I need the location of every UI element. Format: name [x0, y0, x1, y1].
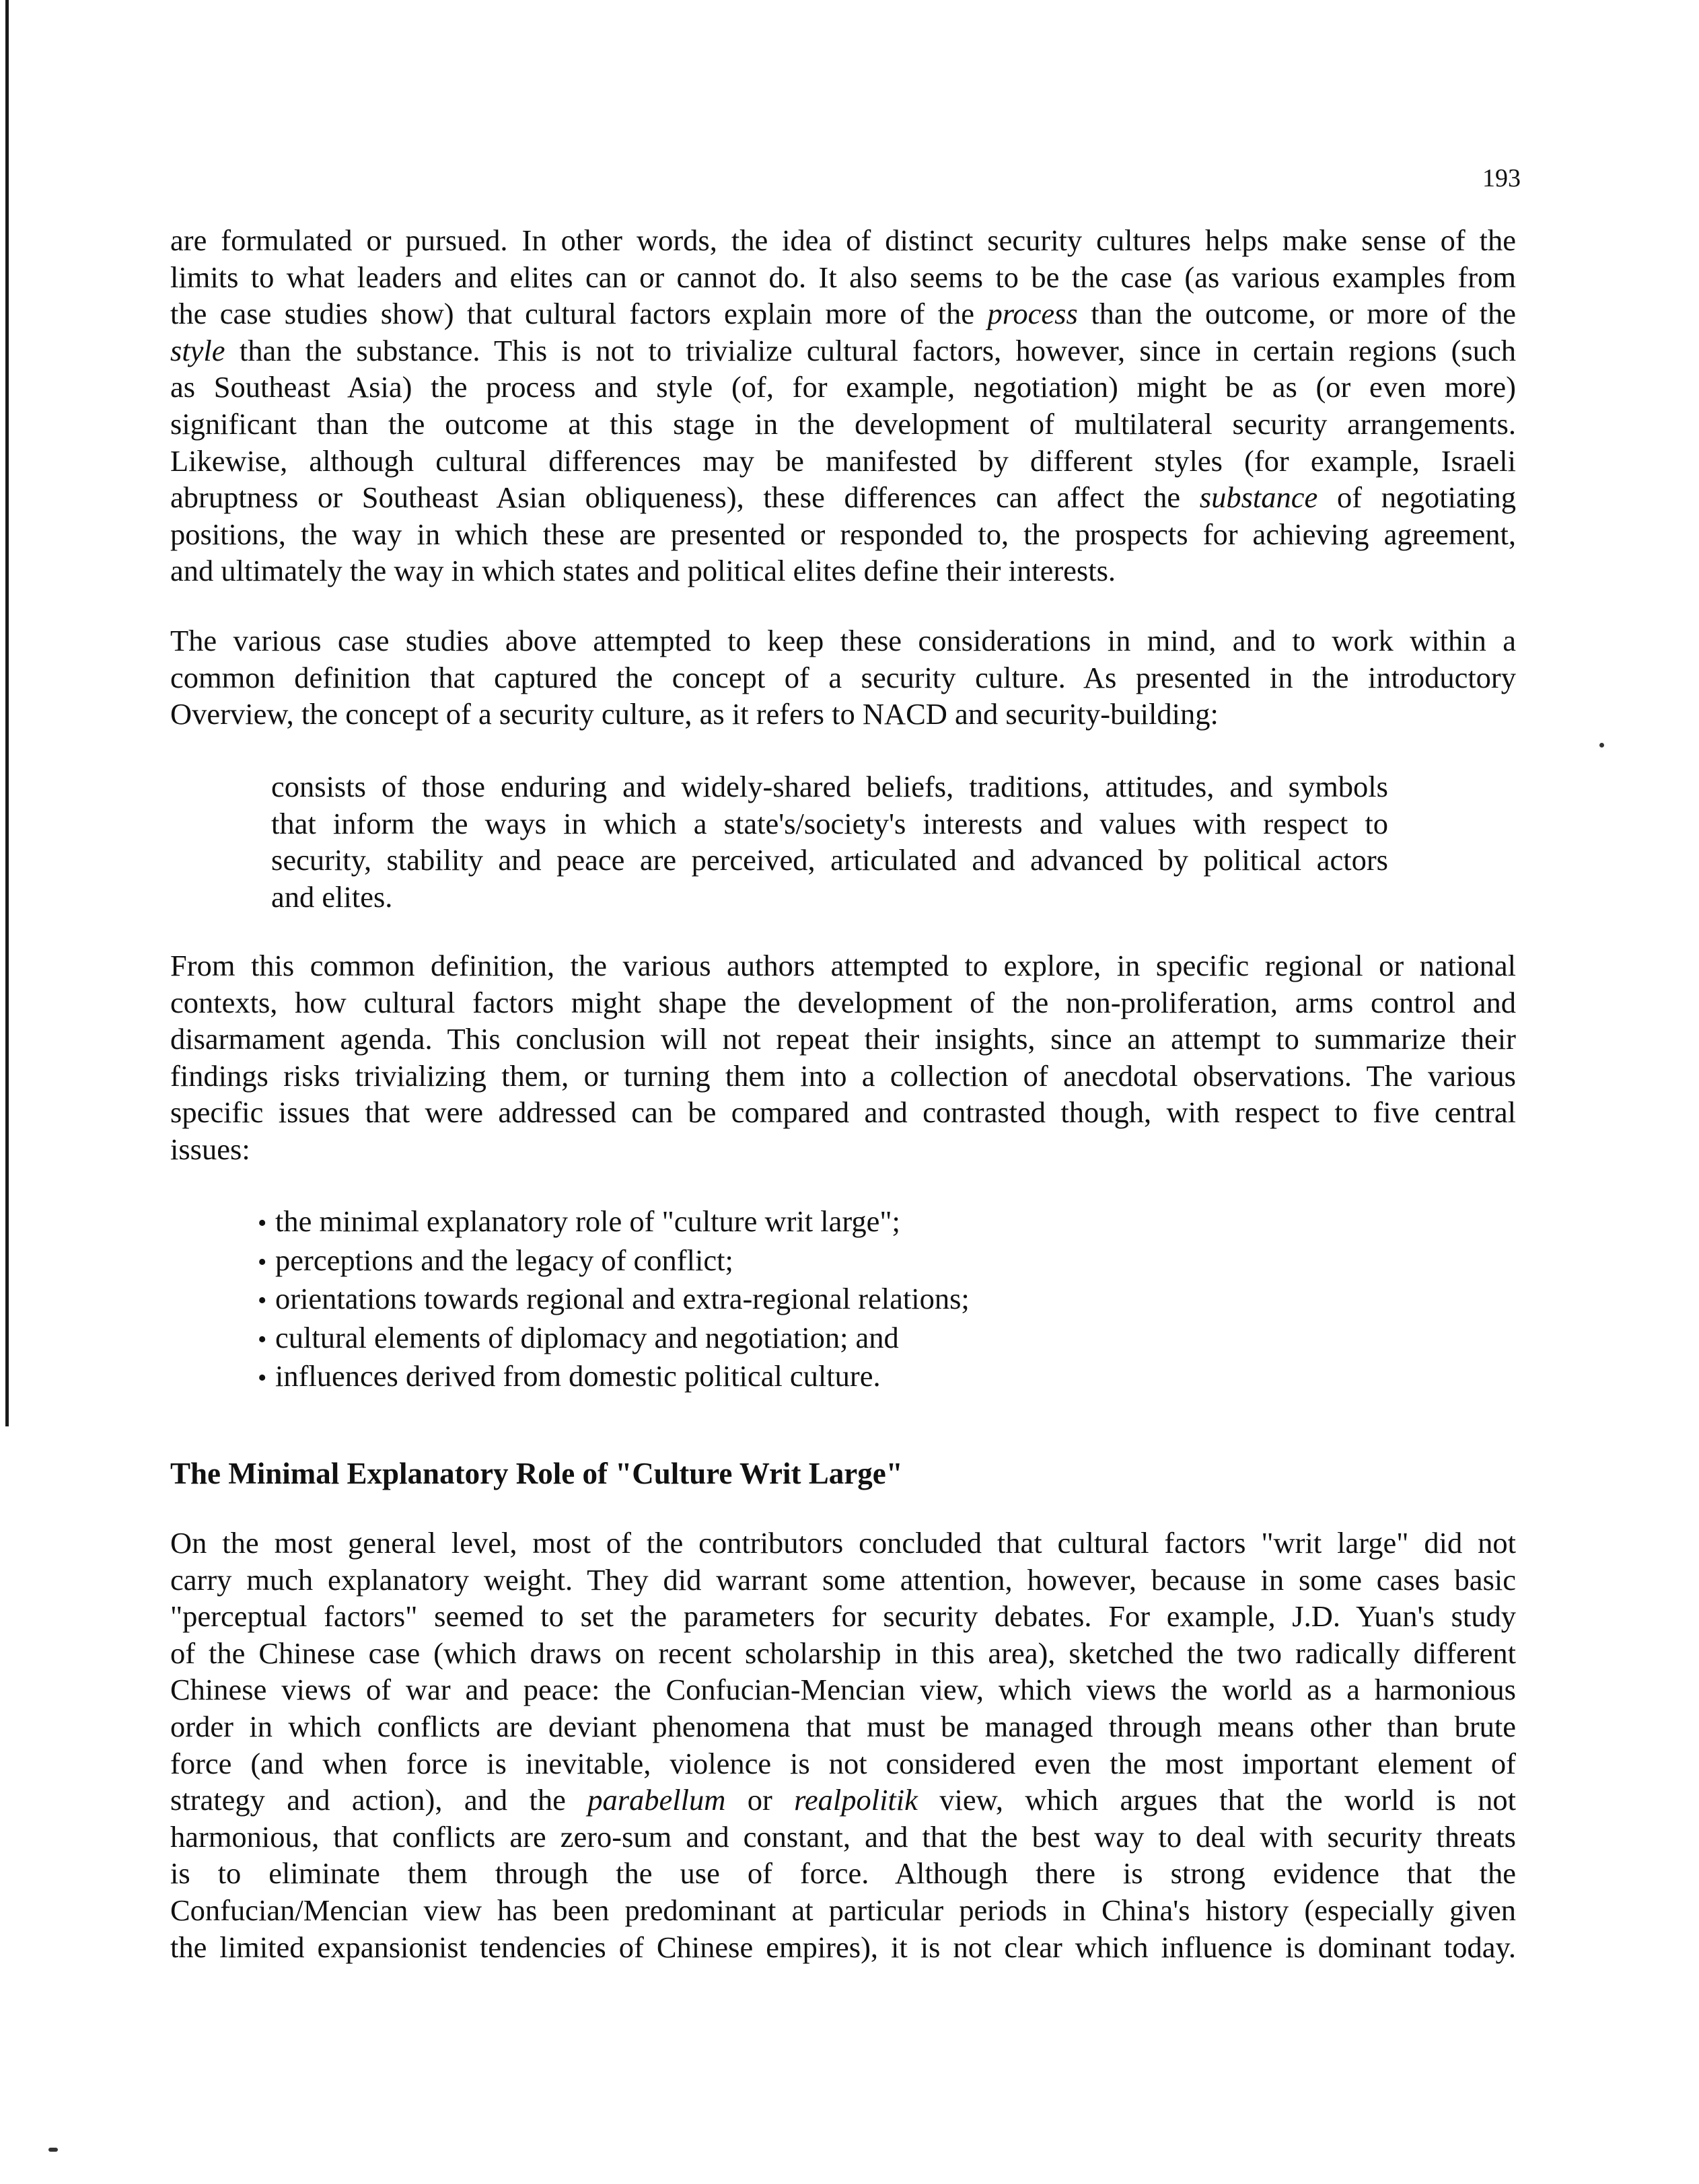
bullet-icon: •	[258, 1247, 267, 1276]
paragraph-4	[170, 1525, 1516, 1965]
text-line: specific issues that were addressed can be compared and contrasted though, with respect to five central	[170, 1095, 1516, 1130]
list-item: • the minimal explanatory role of "culture writ large";	[258, 1203, 970, 1242]
text-line: Chinese views of war and peace: the Confucian-Mencian view, which views the world as a harmonious	[170, 1673, 1516, 1707]
bullet-icon: •	[258, 1325, 267, 1354]
section-heading: The Minimal Explanatory Role of "Culture Writ Large"	[170, 1457, 903, 1490]
scan-binding-edge	[5, 0, 9, 1426]
quote-line: consists of those enduring and widely-shared beliefs, traditions, attitudes, and symbols	[271, 770, 1388, 803]
quote-line: and elites.	[271, 879, 393, 914]
list-item: • perceptions and the legacy of conflict;	[258, 1242, 970, 1281]
text-line: positions, the way in which these are presented or responded to, the prospects for achieving agreement,	[170, 517, 1516, 551]
list-item: • cultural elements of diplomacy and negotiation; and	[258, 1319, 970, 1358]
text-line: the case studies show) that cultural factors explain more of the process than the outcome, or more of the	[170, 297, 1516, 331]
text-line: harmonious, that conflicts are zero-sum and constant, and that the best way to deal with security threats	[170, 1819, 1516, 1854]
text-line: are formulated or pursued. In other words, the idea of distinct security cultures helps make sense of the	[170, 223, 1516, 257]
emphasis-parabellum: parabellum	[587, 1783, 726, 1817]
text-line: strategy and action), and the parabellum or realpolitik view, which argues that the world is not	[170, 1783, 1517, 1817]
text-line: force (and when force is inevitable, violence is not considered even the most important element of	[170, 1746, 1516, 1780]
quote-line: that inform the ways in which a state's/society's interests and values with respect to	[271, 806, 1388, 840]
text-line: contexts, how cultural factors might shape the development of the non-proliferation, arms control and	[170, 985, 1516, 1019]
text-line: "perceptual factors" seemed to set the parameters for security debates. For example, J.D. Yuan's study	[170, 1599, 1516, 1634]
text-line: carry much explanatory weight. They did warrant some attention, however, because in some cases basic	[170, 1562, 1516, 1597]
text-line: common definition that captured the concept of a security culture. As presented in the introductory	[170, 660, 1516, 694]
text-line: limits to what leaders and elites can or cannot do. It also seems to be the case (as various examples from	[170, 260, 1516, 294]
text-line: abruptness or Southeast Asian obliqueness), these differences can affect the substance of negotiating	[170, 480, 1517, 515]
emphasis-process: process	[987, 297, 1078, 331]
block-quote	[271, 768, 1388, 915]
text-line: order in which conflicts are deviant phenomena that must be managed through means other than brute	[170, 1709, 1516, 1743]
text-line: the limited expansionist tendencies of Chinese empires), it is not clear which influence is dominant today.	[170, 1930, 1516, 1964]
text-line: issues:	[170, 1132, 250, 1166]
paragraph-2	[170, 622, 1516, 733]
list-item: • influences derived from domestic political culture.	[258, 1358, 970, 1397]
emphasis-substance: substance	[1199, 480, 1318, 515]
list-item: • orientations towards regional and extra-regional relations;	[258, 1280, 970, 1319]
text-line: is to eliminate them through the use of force. Although there is strong evidence that the	[170, 1856, 1516, 1891]
text-line: significant than the outcome at this stage in the development of multilateral security arrangements.	[170, 406, 1516, 441]
text-line: findings risks trivializing them, or turning them into a collection of anecdotal observations. The various	[170, 1058, 1516, 1093]
quote-line: security, stability and peace are perceived, articulated and advanced by political actors	[271, 843, 1388, 877]
text-line: Likewise, although cultural differences may be manifested by different styles (for example, Israeli	[170, 443, 1516, 478]
text-line: Overview, the concept of a security culture, as it refers to NACD and security-building:	[170, 697, 1219, 731]
text-line: On the most general level, most of the contributors concluded that cultural factors "writ large" did not	[170, 1526, 1516, 1560]
text-line: The various case studies above attempted to keep these considerations in mind, and to work within a	[170, 624, 1516, 657]
bullet-icon: •	[258, 1209, 267, 1237]
text-line: as Southeast Asia) the process and style (of, for example, negotiation) might be as (or even more)	[170, 370, 1516, 404]
text-line: and ultimately the way in which states and political elites define their interests.	[170, 554, 1116, 588]
text-line: style than the substance. This is not to trivialize cultural factors, however, since in certain regions (such	[170, 333, 1516, 367]
text-line: of the Chinese case (which draws on recent scholarship in this area), sketched the two radically different	[170, 1636, 1516, 1670]
text-line: Confucian/Mencian view has been predominant at particular periods in China's history (especially given	[170, 1893, 1516, 1927]
emphasis-style: style	[170, 333, 225, 367]
scan-speck	[48, 2148, 58, 2152]
text-line: From this common definition, the various authors attempted to explore, in specific regional or national	[170, 949, 1516, 982]
paragraph-3	[170, 947, 1516, 1168]
text-line: disarmament agenda. This conclusion will not repeat their insights, since an attempt to summarize their	[170, 1022, 1516, 1056]
bullet-icon: •	[258, 1364, 267, 1393]
emphasis-realpolitik: realpolitik	[794, 1783, 918, 1817]
page-number: 193	[1482, 164, 1521, 192]
issues-list	[258, 1203, 970, 1397]
bullet-icon: •	[258, 1286, 267, 1315]
scan-dot	[1599, 743, 1604, 748]
paragraph-1	[170, 222, 1516, 589]
